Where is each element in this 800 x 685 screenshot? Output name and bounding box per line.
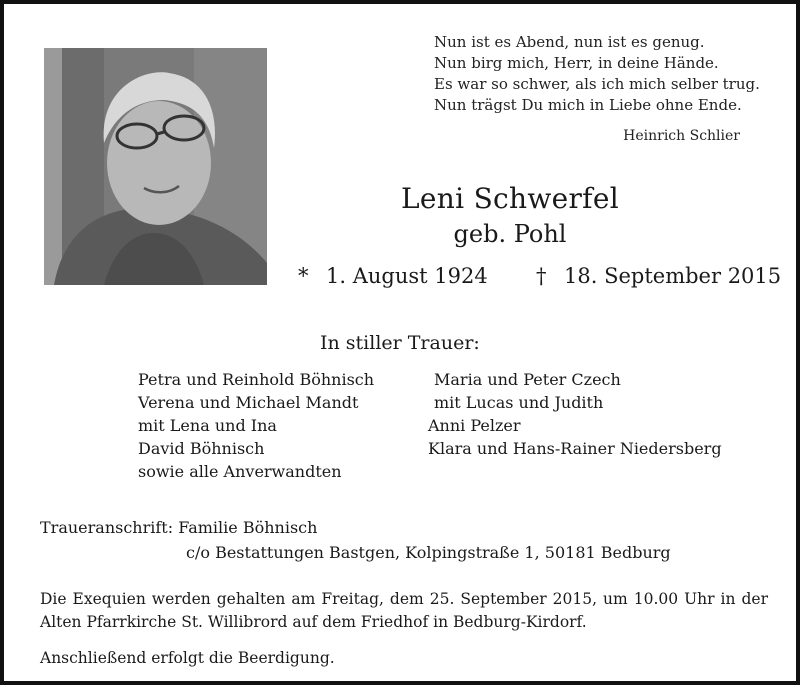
poem xyxy=(434,32,760,116)
mourner-line: Klara und Hans-Rainer Niedersberg xyxy=(428,439,722,458)
maiden-name: geb. Pohl xyxy=(453,220,567,248)
mourner-line: Petra und Reinhold Böhnisch xyxy=(138,370,375,389)
birth-symbol: * xyxy=(298,264,309,288)
death-date: 18. September 2015 xyxy=(564,264,782,288)
poem-line: Es war so schwer, als ich mich selber trug. xyxy=(434,75,760,93)
mourner-line: Verena und Michael Mandt xyxy=(138,393,359,412)
mourning-address-line: Traueranschrift: Familie Böhnisch xyxy=(40,518,318,537)
mourner-line: David Böhnisch xyxy=(138,439,265,458)
funeral-service-text: Die Exequien werden gehalten am Freitag, dem 25. September 2015, um 10.00 Uhr in der Alten Pfarrkirche St. Willibrord auf dem Friedhof in Bedburg-Kirdorf. xyxy=(40,590,768,631)
mourner-line: Maria und Peter Czech xyxy=(434,370,621,389)
mourner-line: mit Lena und Ina xyxy=(138,416,277,435)
poem-line: Nun trägst Du mich in Liebe ohne Ende. xyxy=(434,96,742,114)
death-cross-icon: † xyxy=(536,264,547,288)
poem-line: Nun ist es Abend, nun ist es genug. xyxy=(434,33,705,51)
poem-author: Heinrich Schlier xyxy=(623,128,740,144)
mourning-address-line: c/o Bestattungen Bastgen, Kolpingstraße 1, 50181 Bedburg xyxy=(186,543,671,562)
poem-line: Nun birg mich, Herr, in deine Hände. xyxy=(434,54,719,72)
mourner-line: sowie alle Anverwandten xyxy=(138,462,342,481)
mourner-line: mit Lucas und Judith xyxy=(434,393,604,412)
mourner-line: Anni Pelzer xyxy=(428,416,521,435)
mourners-left xyxy=(138,368,374,483)
portrait-image xyxy=(44,48,267,285)
life-dates xyxy=(298,264,781,288)
deceased-name: Leni Schwerfel xyxy=(401,182,619,215)
birth-date: 1. August 1924 xyxy=(326,264,488,288)
mourners-right xyxy=(428,368,722,460)
portrait-photo xyxy=(44,48,267,285)
burial-text: Anschließend erfolgt die Beerdigung. xyxy=(40,649,335,667)
mourning-heading: In stiller Trauer: xyxy=(320,332,480,354)
